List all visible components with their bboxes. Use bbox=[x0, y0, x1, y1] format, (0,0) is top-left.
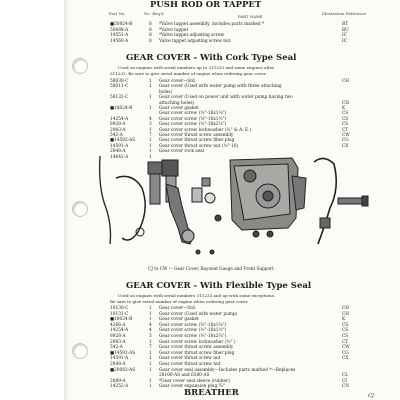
part-number: 2889-A bbox=[110, 378, 126, 384]
part-number: 2983-A bbox=[110, 127, 126, 133]
part-name: Gear cover screw lockwasher (⅜" & A. E.) bbox=[159, 127, 252, 133]
part-number: 8928-A bbox=[110, 122, 126, 128]
illustration-ref: BT bbox=[342, 22, 349, 27]
quantity: 7 bbox=[149, 133, 152, 138]
part-name: Gear cover screw (⅜"-16x1½") bbox=[159, 116, 227, 122]
illustration-ref: CS bbox=[342, 116, 349, 122]
part-name: Gear cover screw (⅜"-16x1½") bbox=[159, 328, 227, 334]
illustration-ref: IC bbox=[342, 38, 347, 44]
part-number: ■14592-AS bbox=[110, 350, 136, 356]
illustration-ref: CS bbox=[342, 322, 349, 328]
illustration-ref: CH bbox=[342, 311, 350, 317]
part-name: *Gear cover seal sleeve (rubber) bbox=[159, 378, 230, 384]
quantity: 1 bbox=[149, 84, 152, 90]
flex-note-1: Used on engines with serial numbers 311233 and up with some exceptions. bbox=[118, 293, 276, 298]
part-number: 58132-C bbox=[110, 95, 129, 101]
illustration-ref: K bbox=[342, 317, 346, 323]
part-number: 14560-A bbox=[110, 38, 129, 44]
part-name: Gear cover screw (⅜"-16x1¼") bbox=[159, 322, 227, 328]
quantity: 1 bbox=[149, 317, 152, 323]
part-number: 2848-A bbox=[110, 149, 126, 155]
illustration-ref: CW bbox=[342, 345, 350, 351]
quantity: 1 bbox=[149, 306, 152, 311]
part-name: *Valve tappet adjusting screw bbox=[159, 33, 225, 39]
part-name: Gear cover (Used on power unit with water pump having two bbox=[159, 95, 293, 101]
illustration-ref: CT bbox=[342, 339, 349, 345]
quantity: 4 bbox=[149, 328, 152, 334]
quantity: 1 bbox=[149, 106, 152, 111]
part-name: holes) bbox=[159, 89, 173, 95]
part-name: Gear cover expansion plug ¾" bbox=[159, 384, 225, 390]
part-number: 14591-A bbox=[110, 143, 129, 149]
quantity: 1 bbox=[149, 154, 152, 160]
quantity: 1 bbox=[149, 339, 152, 345]
part-name: Gear cover (Used with water pump) bbox=[159, 311, 238, 317]
section-title-cork-seal: GEAR COVER - With Cork Type Seal bbox=[126, 53, 297, 63]
quantity: 3 bbox=[149, 122, 152, 128]
quantity: 7 bbox=[149, 345, 152, 351]
part-name: *Valve tappet bbox=[159, 27, 189, 33]
section-title-breather: BREATHER bbox=[184, 388, 239, 398]
part-number: 542-A bbox=[110, 345, 123, 351]
illustration-ref: CH bbox=[342, 100, 350, 106]
illustration-ref: CH bbox=[342, 306, 350, 311]
header-part-no: Part No. bbox=[109, 12, 126, 16]
part-number: 14254-A bbox=[110, 328, 129, 334]
cork-note-1: Used on engines with serial numbers up to 311233 and some engines after bbox=[118, 65, 275, 70]
quantity: 4 bbox=[149, 116, 152, 122]
illustration-ref: CL bbox=[342, 373, 349, 379]
part-number: 14642-A bbox=[110, 154, 129, 160]
part-number: 58030-C bbox=[110, 79, 129, 84]
quantity: 3 bbox=[149, 334, 152, 339]
part-name: Gear cover gasket bbox=[159, 106, 199, 111]
illustration-ref: CX bbox=[342, 356, 349, 362]
binder-hole bbox=[72, 201, 88, 217]
part-name: Gear cover screw lockwasher (⅜" ) bbox=[159, 339, 236, 345]
part-name: *Valve tappet assembly, includes parts marked * bbox=[159, 22, 265, 27]
quantity: 1 bbox=[149, 362, 152, 367]
quantity: 1 bbox=[149, 95, 152, 101]
quantity: 4 bbox=[149, 322, 152, 328]
part-number: 4266-A bbox=[110, 322, 126, 328]
part-name: 28100-AS and 6580-AS bbox=[159, 373, 210, 379]
quantity: 1 bbox=[149, 138, 152, 144]
illustration-ref: CG bbox=[342, 138, 349, 144]
header-qty: No. Req'd bbox=[144, 12, 164, 16]
illustration-ref: BU bbox=[342, 27, 349, 33]
figure-caption: CJ to CW — Gear Cover, Bayonet Gauge and Front Support bbox=[148, 266, 274, 271]
part-name: Gear cover gasket bbox=[159, 317, 199, 323]
part-number: 50088-A bbox=[110, 27, 129, 33]
part-number: 10130-C bbox=[110, 306, 129, 311]
part-name: Gear cover thrust screw nut (⅜"-16) bbox=[159, 143, 239, 149]
illustration-ref: CN bbox=[342, 384, 350, 390]
part-name: Gear cover—Std. bbox=[159, 79, 197, 84]
quantity: 1 bbox=[149, 79, 152, 84]
flex-note-2: Be sure to give serial number of engine when ordering gear cover. bbox=[110, 299, 249, 304]
part-number: 14591-A bbox=[110, 356, 129, 362]
illustration-ref: CX bbox=[342, 143, 349, 149]
part-name: Gear cover screw (⅜"-16x1¼") bbox=[159, 111, 227, 117]
section-title-flex-seal: GEAR COVER - With Flexible Type Seal bbox=[126, 281, 312, 291]
quantity: 1 bbox=[149, 311, 152, 317]
part-name: Gear cover screw (⅜"-16x2¼") bbox=[159, 122, 227, 128]
part-number: 14252-A bbox=[110, 384, 129, 390]
part-number: ■50824-B bbox=[110, 22, 133, 27]
illustration-ref: CT bbox=[342, 127, 349, 133]
page-number: CJ bbox=[368, 393, 374, 399]
part-name: Gear cover (Used with water pump with three attaching bbox=[159, 84, 282, 90]
gear-cover-illustration bbox=[92, 148, 376, 260]
illustration-ref: CH bbox=[342, 79, 350, 84]
section-title-push-rod: PUSH ROD OR TAPPET bbox=[150, 0, 262, 10]
part-name: attaching holes) bbox=[159, 100, 195, 106]
quantity: 1 bbox=[149, 356, 152, 362]
part-number: ■18024-B bbox=[110, 317, 133, 323]
part-number: 2848-A bbox=[110, 362, 126, 367]
binder-hole bbox=[72, 58, 88, 74]
part-name: Gear cover—Std. bbox=[159, 306, 197, 311]
illustration-ref: CS bbox=[342, 122, 349, 128]
header-part-name: PART NAME bbox=[238, 15, 263, 19]
part-name: Valve tappet adjusting screw nut bbox=[159, 38, 231, 44]
quantity: 8 bbox=[149, 22, 152, 27]
part-number: 542-A bbox=[110, 133, 123, 138]
quantity: 8 bbox=[149, 27, 152, 33]
part-number: 8928-A bbox=[110, 334, 126, 339]
illustration-ref: CS bbox=[342, 328, 349, 334]
illustration-ref: CG bbox=[342, 350, 349, 356]
part-number: 10131-C bbox=[110, 311, 129, 317]
illustration-ref: CW bbox=[342, 133, 350, 138]
illustration-ref: CI bbox=[342, 378, 347, 384]
quantity: 1 bbox=[149, 149, 152, 155]
quantity: 1 bbox=[149, 127, 152, 133]
part-number: 14551-A bbox=[110, 33, 129, 39]
part-name: Gear cover seal assembly—Includes parts marked *—Replaces bbox=[159, 367, 296, 373]
illustration-ref: CS bbox=[342, 334, 349, 339]
illustration-ref: IC bbox=[342, 33, 347, 39]
part-name: Gear cover thrust screw assembly bbox=[159, 133, 234, 138]
quantity: 8 bbox=[149, 38, 152, 44]
quantity: 1 bbox=[149, 350, 152, 356]
catalog-page bbox=[64, 0, 400, 400]
header-ill-ref: Illustration Reference bbox=[322, 12, 367, 16]
part-name: Gear cover rock seal bbox=[159, 149, 205, 155]
part-number: 14254-A bbox=[110, 116, 129, 122]
part-name: Gear cover thrust screw fiber plug bbox=[159, 138, 235, 144]
quantity: 1 bbox=[149, 378, 152, 384]
part-number: 2983-A bbox=[110, 339, 126, 345]
illustration-ref: K bbox=[342, 106, 346, 111]
part-name: Gear cover thrust screw fiber plug bbox=[159, 350, 235, 356]
illustration-ref: CS bbox=[342, 111, 349, 117]
quantity: 1 bbox=[149, 367, 152, 373]
table-row bbox=[64, 39, 400, 45]
part-number: ■14592-AS bbox=[110, 138, 136, 144]
part-number: 58011-C bbox=[110, 84, 129, 90]
part-name: Gear cover thrust screw nut bbox=[159, 356, 221, 362]
part-name: Gear cover thrust screw nut bbox=[159, 362, 221, 367]
quantity: 1 bbox=[149, 384, 152, 390]
part-number: ■18024-B bbox=[110, 106, 133, 111]
part-number: ■20082-AS bbox=[110, 367, 136, 373]
cork-note-2: 311233. Be sure to give serial number of engine when ordering gear cover. bbox=[110, 71, 267, 76]
part-name: Gear cover screw (⅜"-16x2¼") bbox=[159, 334, 227, 339]
quantity: 1 bbox=[149, 143, 152, 149]
part-name: Gear cover thrust screw assembly bbox=[159, 345, 234, 351]
quantity: 8 bbox=[149, 33, 152, 39]
